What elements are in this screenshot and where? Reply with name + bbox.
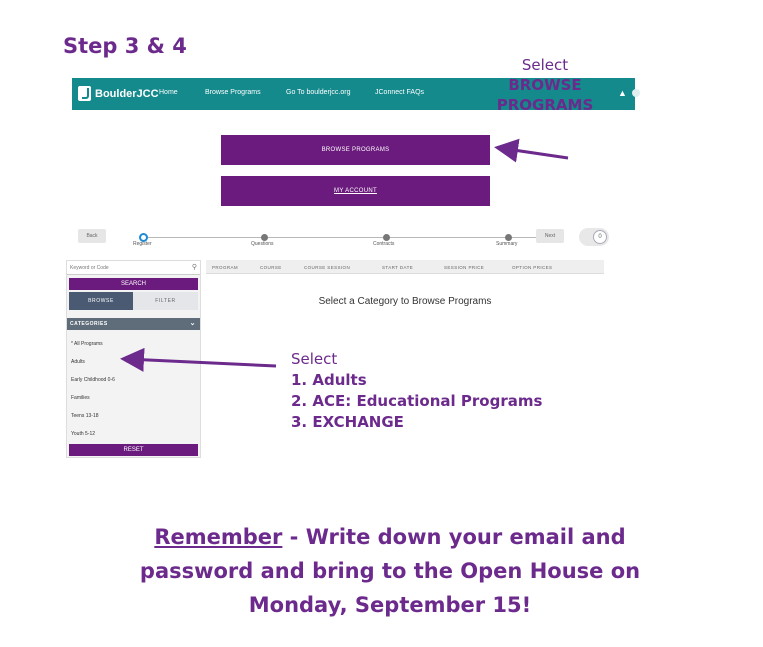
nav-boulderjcc[interactable]: Go To boulderjcc.org (286, 89, 351, 96)
step-summary-label: Summary (496, 241, 518, 247)
col-course-session: COURSE SESSION (304, 265, 351, 270)
step-questions-label: Questions (251, 241, 274, 247)
remember-lead: Remember (154, 525, 283, 549)
annotation-browse-label: BROWSE (508, 76, 582, 94)
remember-text: - Write down your email and password and bring to the Open House on Monday, September 15! (139, 525, 641, 617)
col-program: PROGRAM (212, 265, 239, 270)
arrow-to-browse-programs (500, 148, 568, 158)
categories-header-label: CATEGORIES (70, 321, 108, 327)
col-course: COURSE (260, 265, 282, 270)
reset-button[interactable]: RESET (69, 444, 198, 456)
back-button[interactable]: Back (78, 229, 106, 243)
annotation-select-heading: Select (291, 350, 338, 368)
tab-filter[interactable]: FILTER (133, 292, 198, 310)
tab-browse[interactable]: BROWSE (69, 292, 133, 310)
category-families[interactable]: Families (71, 395, 90, 401)
next-button[interactable]: Next (536, 229, 564, 243)
step-register-label: Register (133, 241, 152, 247)
browse-programs-button[interactable]: BROWSE PROGRAMS (221, 135, 490, 165)
keyword-input[interactable]: Keyword or Code (67, 261, 200, 275)
search-icon[interactable]: ⚲ (191, 264, 197, 271)
chevron-down-icon: ⌄ (189, 320, 196, 327)
brand-name: BoulderJCC (95, 87, 159, 100)
col-option-prices: OPTION PRICES (512, 265, 553, 270)
annotation-programs-label: PROGRAMS (496, 96, 594, 114)
nav-browse-programs[interactable]: Browse Programs (205, 89, 261, 96)
annotation-item-exchange: 3. EXCHANGE (291, 413, 404, 431)
category-early-childhood[interactable]: Early Childhood 0-6 (71, 377, 115, 383)
bell-icon[interactable]: ▲ (618, 88, 627, 98)
category-teens[interactable]: Teens 13-18 (71, 413, 99, 419)
cart-count: 0 (593, 230, 607, 244)
annotation-item-ace: 2. ACE: Educational Programs (291, 392, 543, 410)
my-account-button[interactable]: MY ACCOUNT (221, 176, 490, 206)
nav-faqs[interactable]: JConnect FAQs (375, 89, 425, 96)
col-start-date: START DATE (382, 265, 414, 270)
step-title: Step 3 & 4 (63, 34, 187, 58)
nav-home[interactable]: Home (159, 89, 178, 96)
arrow-to-adults (126, 359, 276, 366)
annotation-select-label: Select (521, 56, 569, 74)
category-adults[interactable]: Adults (71, 359, 85, 365)
category-all-programs[interactable]: * All Programs (71, 341, 103, 347)
remember-note (110, 520, 670, 622)
col-session-price: SESSION PRICE (444, 265, 485, 270)
annotation-item-adults: 1. Adults (291, 371, 367, 389)
step-contracts-label: Contracts (373, 241, 395, 247)
search-button[interactable]: SEARCH (69, 278, 198, 290)
browse-message: Select a Category to Browse Programs (318, 296, 492, 307)
category-youth[interactable]: Youth 5-12 (71, 431, 96, 437)
